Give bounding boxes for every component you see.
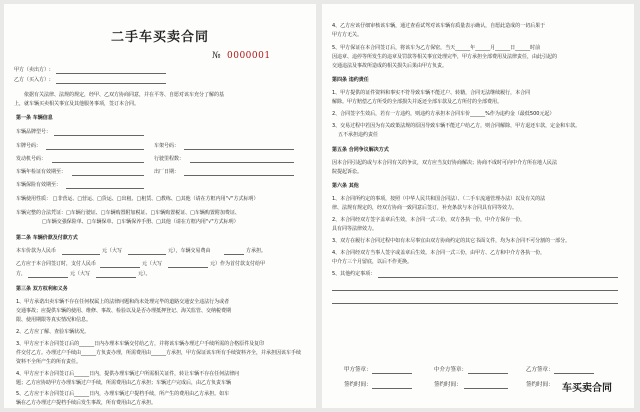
other-line: 3、双方在履行本合同过程中如有未尽事宜由双方协商约定的其它书面文件，均为本合同不可分割的一部分。 xyxy=(332,238,571,244)
rights-line: 1、甲方承诺出卖车辆不存在任何权属上的法律问题和尚未处理完毕的道路交通安全违法行为或者 xyxy=(16,299,230,305)
contract-page-right xyxy=(322,4,634,408)
down-payment-line: 乙方应于本合同签订时，支付人民币 元（大写 元）作为首付款支付给甲 xyxy=(16,261,266,267)
engine-mileage-line: 发动机号码： 行驶里程数： xyxy=(4,155,316,164)
party-a-line: 甲方（卖出方）: xyxy=(4,66,316,75)
plate-frame-line: 车牌号码： 车架号码： xyxy=(4,142,316,151)
rights-line: 3、甲方应于本合同签订后的______日内办理本车辆交付给乙方，并将该车辆办理过户手续所需的合格原件及复印 xyxy=(16,341,265,347)
balance-line: 方， 元（大写 元）。 xyxy=(16,271,151,277)
contract-number: 0000001 xyxy=(227,51,271,61)
other-line: 4、本合同经双方当事人签字或盖章后生效。本合同一式三份，由甲方、乙方和中介方各执一份， xyxy=(332,250,546,256)
article-2-title: 第二条 车辆价款及付款方式 xyxy=(16,235,78,241)
preamble-line: 上，就车辆买卖相关事宜及其他服务事项，签订本合同。 xyxy=(14,101,140,107)
rights-line: 5、乙方应于本合同签订后______日内，办理车辆过户提档手续，所产生的费用由乙方承担。如车 xyxy=(16,391,230,397)
other-line: 具有同等法律效力。 xyxy=(332,226,378,232)
rights-line: 件交付乙方。办理过户手续由______方负责办理，所需费用由______方承担，甲方保证该车所有手续资料齐全，并承担因该车手续 xyxy=(16,350,302,356)
rights-line: 题；乙方应协助甲方办理车辆过户手续，所需费用由乙方承担；车辆过户完成后，由乙方负责车辆 xyxy=(16,380,232,386)
liability-line: 1、甲方提供的证件资料和事实不符导致车辆不能过户、转籍，合同无法继续履行，本合同 xyxy=(332,90,531,96)
inspection-date-line: 车辆年检证有效期至： 出厂日期： xyxy=(4,168,316,177)
liability-line: 3、交易过程中若因为有关政策法规的原因导致车辆不能过户给乙方，则合同解除，甲方退还车款，定金和车款。 xyxy=(332,123,581,129)
rights-line: 辆在乙方办理过户提档手续后发生事故，所有费用由乙方承担。 xyxy=(16,400,157,406)
contract-title: 二手车买卖合同 xyxy=(110,30,209,45)
rights-line: 4、甲方应于本合同签订后______日内，提供办理车辆过户所需相关证件，转让车辆不存在任何法律问 xyxy=(16,371,240,377)
article-3-title: 第三条 双方权利和义务 xyxy=(16,286,68,292)
signing-date-row: 签约时间： 签约时间： 签约时间： xyxy=(344,382,554,388)
vehicle-brand-line: 车辆品牌型号： xyxy=(4,128,316,137)
article-4-title: 第四条 违约责任 xyxy=(332,77,369,83)
clause-line: 4、乙方应该仔细审核该车辆，通过查看试驾对该车辆有质量表示确认，自愿此造成的一切后果于 xyxy=(332,23,546,29)
article-1-title: 第一条 车辆信息 xyxy=(16,115,53,121)
liability-line: 2、合同签字生效后，若有一方违约，则违约方承担本合同车价______%作为违约金（最低500元起） xyxy=(332,111,555,117)
dispute-line: 因本合同引起的或与本合同有关的争议，双方应当友好协商解决；协商不成时可向中介方所在地人民法 xyxy=(332,160,558,166)
rights-line: 限、使用期限等真实情况和信息。 xyxy=(16,317,92,323)
preamble-line: 依据有关法律、法规的规定，经甲、乙双方协商同意，并在平等、自愿对该车充分了解的基 xyxy=(24,92,225,98)
usage-nature-line: 车辆使用性质： □非营运、□营运、□货运、□出租、□租赁、□教练、□其他（请在方框内用"√"方式标明） xyxy=(16,196,259,202)
insurance-line: 车辆保险有效期至： xyxy=(4,181,316,190)
article-6-title: 第六条 其他 xyxy=(332,183,359,189)
dispute-line: 院提起诉讼。 xyxy=(332,169,363,175)
contract-number-label: № xyxy=(212,51,221,61)
other-line: 1、本合同所约定的事项，按照（中华人民共和国合同法）、（二手车流通管理办法）以及有关的法 xyxy=(332,196,546,202)
clause-line: 5、甲方保证在本合同签订后，将该车为乙方保密，当天______年______月______日______时前 xyxy=(332,45,541,51)
other-line: 5、其他约定事项： xyxy=(322,270,634,279)
price-line: 本车价款为人民币 元（大写 元），车辆交易费由 方承担。 xyxy=(16,248,267,254)
rights-line: 资料不全所产生的所有责任。 xyxy=(16,359,82,365)
other-line: 2、本合同经双方签字盖章后生效，本合同一式三份，双方各执一份，中介方保存一份， xyxy=(332,217,526,223)
clause-line: 甲方方无关。 xyxy=(332,32,363,38)
clause-line: 交通违法及事故所造成的相关损失后果由甲方负责。 xyxy=(332,63,448,69)
other-line: 中介方三个月留底，以后不作更换。 xyxy=(332,259,413,265)
signature-row: 甲方签章： 中介方签章： 乙方签章： xyxy=(322,366,634,375)
article-5-title: 第五条 合同争议解决方式 xyxy=(332,147,389,153)
documents-line: □车辆交强保险单、□车辆保单、□车辆保养手册、□其他（请在方框内用"√"方式标明） xyxy=(42,219,239,225)
documents-line: 车辆完整的合法凭证：□车辆行驶证、□车辆购置附加税证、□车辆购置税证、□车辆购置附加费证、 xyxy=(16,210,240,216)
blank-line xyxy=(322,283,634,292)
other-line: 律、法规有规定的，经双方协商一致同意后签订，补充条款与本合同具有同等效力。 xyxy=(332,205,518,211)
blank-line xyxy=(322,296,634,305)
party-b-line: 乙方（买入方）: xyxy=(4,76,316,85)
rights-line: 交通事故；应提供车辆的使用、维修、事故、检验以及是否办理抵押登记、海关监管、交纳税费期 xyxy=(16,308,232,314)
liability-line: 五不承担违约责任 xyxy=(338,132,379,138)
clause-line: 因违章、违停等所发生的违章及罚款等相关事宜处理完毕，甲方承担全部费用及法律责任，由此引起的 xyxy=(332,54,558,60)
contract-page-left xyxy=(4,4,316,408)
rights-line: 2、乙方应了解、查验车辆状况。 xyxy=(16,329,90,335)
liability-line: 解除。甲方赔偿乙方所受的全部损失并返还全部车款及乙方所付的全部费用。 xyxy=(332,99,503,105)
contract-caption: 车买卖合同 xyxy=(562,383,612,394)
